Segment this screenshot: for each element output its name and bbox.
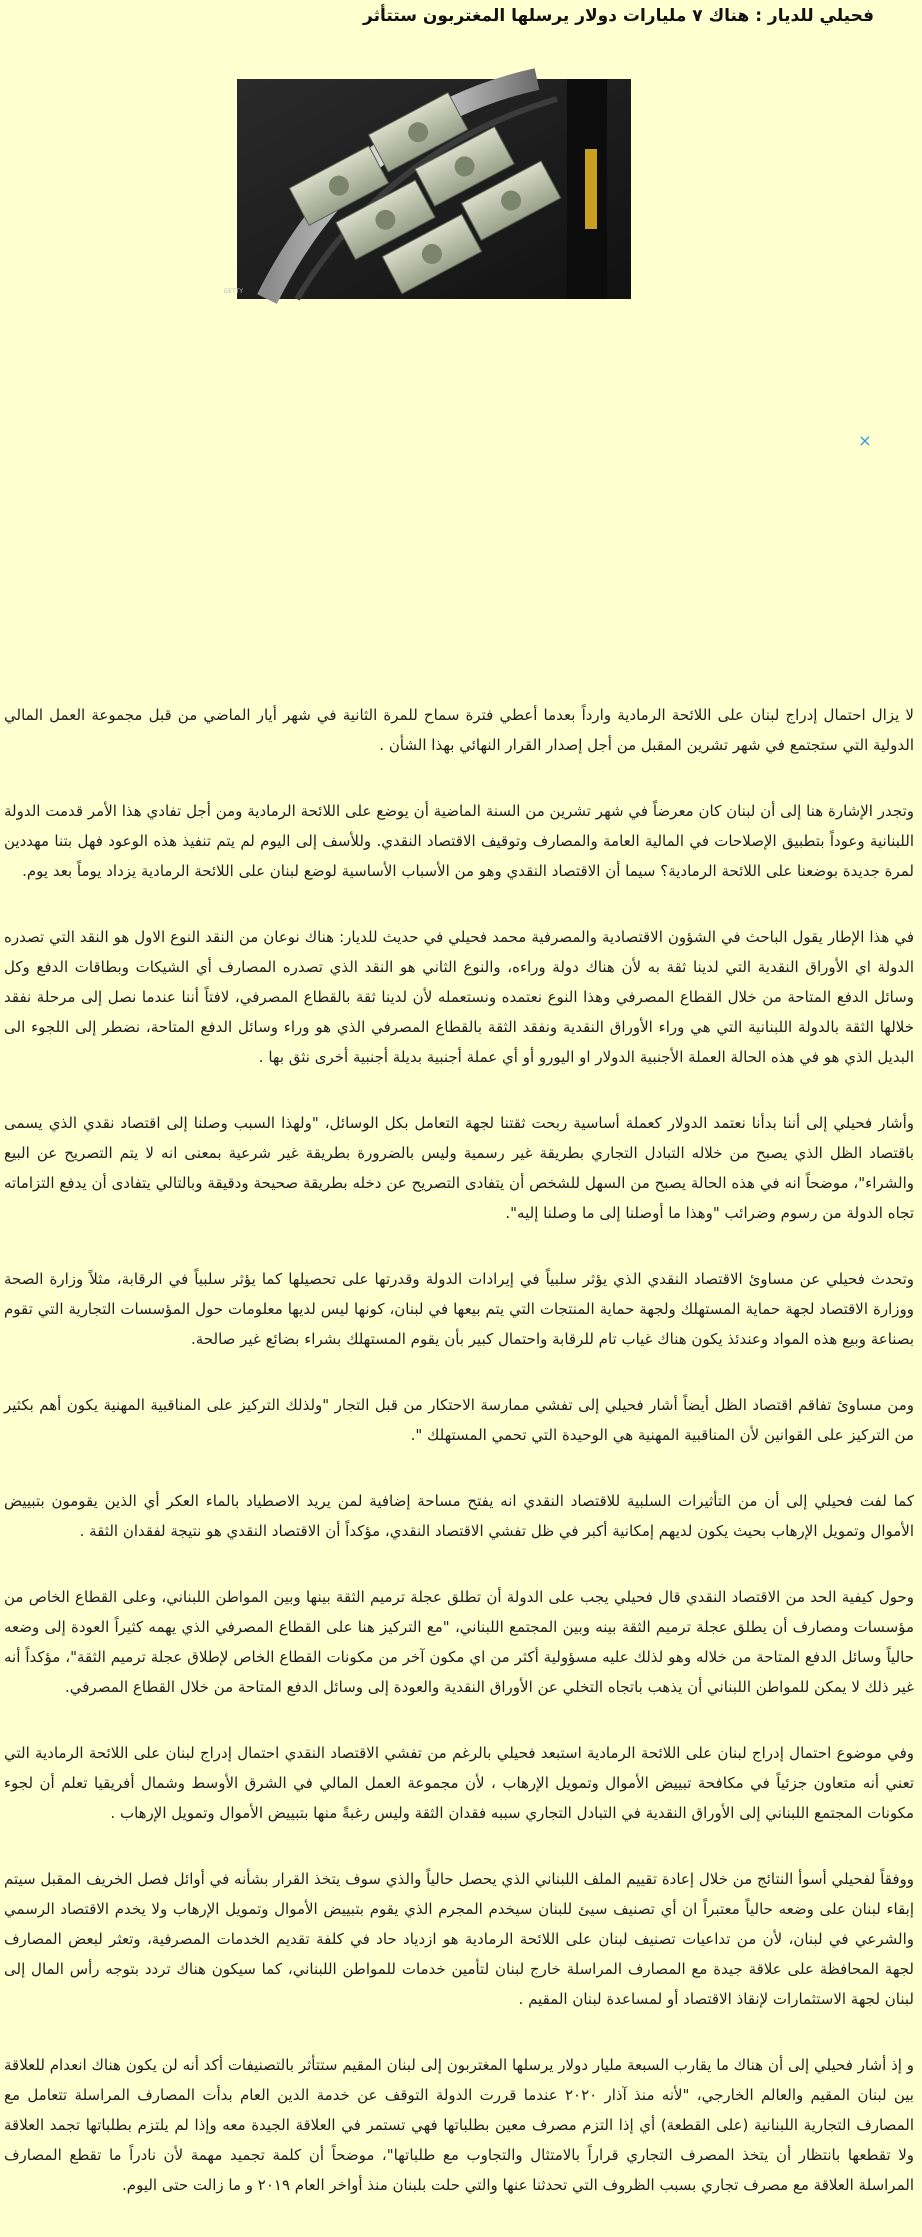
article-paragraph: في هذا الإطار يقول الباحث في الشؤون الاقتصادية والمصرفية محمد فحيلي في حديث للديار: هناك نوعان من النقد النوع الاول هو النقد التي تصدره الدولة اي الأوراق النقدية التي لدينا ثقة به لأن هناك دولة وراءه، والنوع الثاني هو النقد الذي تصدره المصارف أي الشيكات وبطاقات الدفع وكل وسائل الدفع المتاحة من خلال القطاع المصرفي وهذا النوع نعتمده ونستعمله لأن لدينا ثقة بالقطاع المصرفي، لافتاً أننا عندما نصل إلى مرحلة نفقد خلالها الثقة بالدولة اللبنانية التي هي وراء الأوراق النقدية ونفقد الثقة بالقطاع المصرفي الذي هو وراء وسائل الدفع المتاحة، نضطر إلى اللجوء الى البديل الذي هو في هذه الحالة العملة الأجنبية الدولار او اليورو أو أي عملة أجنبية بديلة أجنبية أخرى نثق بها .	[4, 928, 914, 1066]
image-credit: GETTY	[223, 288, 243, 295]
article-paragraph: و إذ أشار فحيلي إلى أن هناك ما يقارب السبعة مليار دولار يرسلها المغتربون إلى لبنان المقيم ستتأثر بالتصنيفات أكد أنه لن يكون هناك انعدام للعلاقة بين لبنان المقيم والعالم الخارجي، "لأنه منذ آذار ٢٠٢٠ عندما قررت الدولة التوقف عن خدمة الدين العام بدأت المصارف المراسلة تتعامل مع المصارف التجارية اللبنانية (على القطعة) أي إذا التزم مصرف معين بطلباتها فهي تستمر في العلاقة الجيدة معه وإذا لم يلتزم بطلباتها تجمد العلاقة ولا تقطعها بانتظار أن يتخذ المصرف التجاري قراراً بالامتثال والتجاوب مع طلباتها"، موضحاً أن كلمة تجميد مهمة لأن نادراً ما تقطع المصارف المراسلة العلاقة مع مصرف تجاري بسبب الظروف التي تحدثنا عنها والتي حلت بلبنان منذ أواخر العام ٢٠١٩ و ما زالت حتى اليوم.	[4, 2056, 914, 2194]
article-paragraph: وحول كيفية الحد من الاقتصاد النقدي قال فحيلي يجب على الدولة أن تطلق عجلة ترميم الثقة بينها وبين المواطن اللبناني، وعلى القطاع الخاص من مؤسسات ومصارف أن يطلق عجلة ترميم الثقة بينه وبين المجتمع اللبناني، "مع التركيز هنا على القطاع المصرفي الذي يهمه كثيراً العودة إلى وضعه حالياً وسائل الدفع المتاحة من خلاله وهو لذلك عليه مسؤولية أكثر من اي مكون آخر من مكونات القطاع الخاص لإطلاق عجلة ترميم الثقة"، مؤكداً أنه غير ذلك لا يمكن للمواطن اللبناني أن يذهب باتجاه التخلي عن الأوراق النقدية والعودة إلى وسائل الدفع المتاحة من خلال القطاع المصرفي.	[4, 1588, 914, 1696]
money-counting-machine-illustration	[223, 79, 631, 299]
article-paragraph: وتجدر الإشارة هنا إلى أن لبنان كان معرضاً في شهر تشرين من السنة الماضية أن يوضع على اللائحة الرمادية ومن أجل تفادي هذا الأمر قدمت الدولة اللبنانية وعوداً بتطبيق الإصلاحات في المالية العامة والمصارف وتوقيف الاقتصاد النقدي. وللأسف إلى اليوم لم يتم تنفيذ هذه الوعود فهل بتنا مهددين لمرة جديدة بوضعنا على اللائحة الرمادية؟ سيما أن الاقتصاد النقدي وهو من الأسباب الأساسية لوضع لبنان على اللائحة الرمادية يزداد يوماً بعد يوم.	[4, 802, 914, 880]
article-paragraph: ومن مساوئ تفاقم اقتصاد الظل أيضاً أشار فحيلي إلى تفشي ممارسة الاحتكار من قبل التجار "ولذلك التركيز على المناقبية المهنية يكون أهم بكثير من التركيز على القوانين لأن المناقبية المهنية هي الوحيدة التي تحمي المستهلك ".	[4, 1396, 914, 1444]
article-title: فحيلي للديار : هناك ٧ مليارات دولار يرسلها المغتربون ستتأثر	[363, 6, 874, 26]
article-paragraph: وفي موضوع احتمال إدراج لبنان على اللائحة الرمادية استبعد فحيلي بالرغم من تفشي الاقتصاد النقدي احتمال إدراج لبنان على اللائحة الرمادية التي تعني أنه متعاون جزئياً في مكافحة تبييض الأموال وتمويل الإرهاب ، لأن مجموعة العمل المالي في الشرق الأوسط وشمال أفريقيا تعلم أن لجوء مكونات المجتمع اللبناني إلى الأوراق النقدية في التبادل التجاري سببه فقدان الثقة وليس رغبةً منها بتبييض الأموال وتمويل الإرهاب .	[4, 1744, 914, 1822]
article-paragraph: ووفقاً لفحيلي أسوأ النتائج من خلال إعادة تقييم الملف اللبناني الذي يحصل حالياً والذي سوف يتخذ القرار بشأنه في أوائل فصل الخريف المقبل سيتم إبقاء لبنان على وضعه حالياً معتبراً ان أي تصنيف سيئ للبنان سيخدم المجرم الذي يقوم بتبييض الأموال وتمويل الإرهاب ولا يخدم الاقتصاد الرسمي والشرعي في لبنان، لأن من تداعيات تصنيف لبنان على اللائحة الرمادية هو ازدياد حاد في كلفة تقديم الخدمات المصرفية، وتعثر لبعض المصارف لجهة المحافظة على علاقة جيدة مع المصارف المراسلة خارج لبنان لتأمين خدمات للمواطن اللبناني، كما سيكون هناك تردد بتوجه رأس المال إلى لبنان لجهة الاستثمارات لإنقاذ الاقتصاد أو لمساعدة لبنان المقيم .	[4, 1870, 914, 2008]
close-icon[interactable]: ×	[858, 431, 872, 450]
article-paragraph: كما لفت فحيلي إلى أن من التأثيرات السلبية للاقتصاد النقدي انه يفتح مساحة إضافية لمن يريد الاصطياد بالماء العكر أي الذين يقومون بتبييض الأموال وتمويل الإرهاب بحيث يكون لديهم إمكانية أكبر في ظل تفشي الاقتصاد النقدي، مؤكداً أن الاقتصاد النقدي هو نتيجة لفقدان الثقة .	[4, 1492, 914, 1540]
article-paragraph: وتحدث فحيلي عن مساوئ الاقتصاد النقدي الذي يؤثر سلبياً في إيرادات الدولة وقدرتها على تحصيلها كما يؤثر سلبياً في الرقابة، مثلاً وزارة الصحة ووزارة الاقتصاد لجهة حماية المستهلك ولجهة حماية المنتجات التي يتم بيعها في لبنان، كونها ليس لديها معلومات حول المؤسسات التجارية التي تقوم بصناعة وبيع هذه المواد وعندئذ يكون هناك غياب تام للرقابة واحتمال كبير بأن يقوم المستهلك بشراء بضائع غير صالحة.	[4, 1270, 914, 1348]
article-image	[223, 79, 631, 299]
article-paragraph: وأشار فحيلي إلى أننا بدأنا نعتمد الدولار كعملة أساسية ربحت ثقتنا لجهة التعامل بكل الوسائل، "ولهذا السبب وصلنا إلى اقتصاد نقدي الذي يسمى باقتصاد الظل الذي يصبح من خلاله التبادل التجاري بطريقة غير رسمية وليس بالضرورة بطريقة غير شرعية بمعنى انه لا يتم التصريح عن البيع والشراء"، موضحاً انه في هذه الحالة يصبح من السهل للشخص أن يتفادى التصريح عن دخله بطريقة صحيحة ودقيقة وبالتالي يتفادى أن يدفع التزاماته تجاه الدولة من رسوم وضرائب "وهذا ما أوصلنا إلى ما وصلنا إليه".	[4, 1114, 914, 1222]
article-body	[0, 700, 922, 2236]
ad-slot	[0, 420, 922, 680]
article-paragraph: لا يزال احتمال إدراج لبنان على اللائحة الرمادية وارداً بعدما أعطي فترة سماح للمرة الثانية في شهر أيار الماضي من قبل مجموعة العمل المالي الدولية التي ستجتمع في شهر تشرين المقبل من أجل إصدار القرار النهائي بهذا الشأن .	[4, 706, 914, 754]
